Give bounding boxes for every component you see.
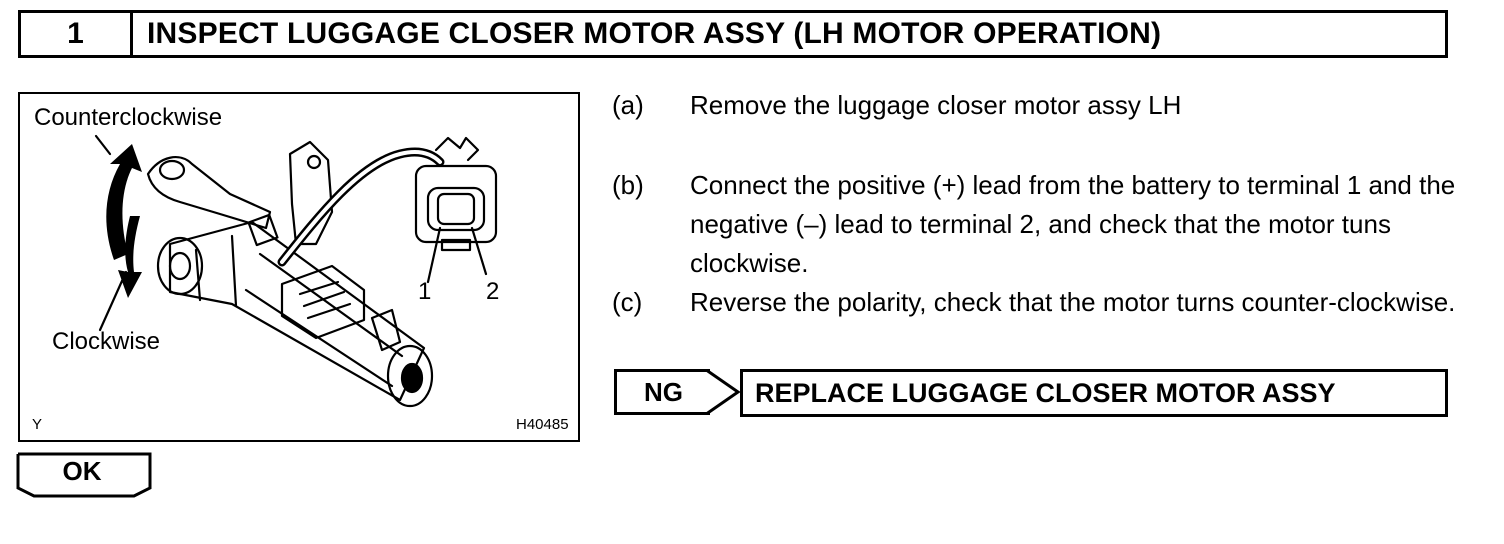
motor-drawing: [20, 94, 580, 442]
step-c-letter: (c): [612, 287, 643, 317]
terminal-1-label: 1: [418, 278, 432, 305]
ng-action-box: [740, 369, 1448, 417]
step-c-text: Reverse the polarity, check that the motor turns counter-clockwise.: [690, 287, 1456, 317]
step-a-text: Remove the luggage closer motor assy LH: [690, 90, 1182, 120]
ok-indicator: [16, 452, 152, 500]
step-header: [18, 10, 1448, 58]
counterclockwise-label: Counterclockwise: [34, 104, 223, 131]
ng-label: NG: [614, 369, 710, 415]
step-b-text: Connect the positive (+) lead from the battery to terminal 1 and the negative (–) lead to terminal 2, and check that the motor tuns clockwise.: [690, 170, 1456, 278]
ng-action-text: REPLACE LUGGAGE CLOSER MOTOR ASSY: [755, 377, 1336, 408]
figure-id: H40485: [516, 416, 569, 433]
ok-label: OK: [62, 456, 102, 486]
step-number: 1: [21, 13, 133, 55]
motor-illustration: [18, 92, 580, 442]
figure-corner-code: Y: [32, 416, 43, 433]
step-a-letter: (a): [612, 90, 644, 120]
terminal-2-label: 2: [486, 278, 500, 305]
clockwise-label: Clockwise: [52, 328, 161, 355]
step-title: INSPECT LUGGAGE CLOSER MOTOR ASSY (LH MOTOR OPERATION): [147, 17, 1162, 50]
step-b-letter: (b): [612, 170, 644, 200]
